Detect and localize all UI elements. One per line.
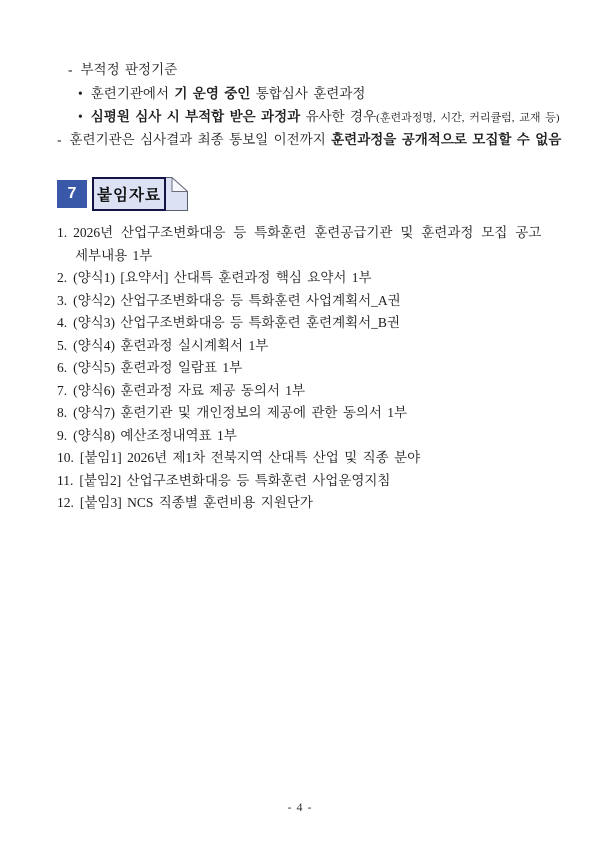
item-text: (양식2) 산업구조변화대응 등 특화훈련 사업계획서_A권 (73, 292, 401, 308)
dot-bullet: • (78, 86, 83, 101)
item-number: 4. (57, 315, 68, 330)
item-text: (양식3) 산업구조변화대응 등 특화훈련 훈련계획서_B권 (73, 315, 400, 330)
item-text: [붙임3] NCS 직종별 훈련비용 지원단가 (79, 495, 313, 510)
notice-line (78, 84, 365, 104)
section-title: 붙임자료 (97, 187, 161, 204)
item-number: 3. (57, 292, 68, 308)
section-title-box (92, 177, 166, 211)
dot-bullet: • (78, 109, 83, 124)
list-item (57, 290, 549, 313)
item-number: 2. (57, 270, 68, 285)
item-number: 10. (57, 450, 74, 465)
list-item-continuation (57, 245, 549, 268)
item-number: 11. (57, 472, 74, 488)
list-item (57, 267, 549, 290)
list-item (57, 357, 549, 380)
notice-text: 부적정 판정기준 (80, 62, 178, 77)
section-title-note (92, 177, 188, 211)
item-text: [붙임2] 산업구조변화대응 등 특화훈련 사업운영지침 (79, 472, 391, 488)
list-item (57, 425, 549, 448)
list-item (57, 335, 549, 358)
list-item (57, 222, 549, 245)
item-number: 7. (57, 382, 68, 398)
notice-text: 유사한 경우 (300, 109, 377, 124)
item-number: 6. (57, 360, 68, 375)
notice-text-bold: 훈련과정을 공개적으로 모집할 수 없음 (331, 132, 562, 147)
item-text: 세부내용 1부 (75, 247, 153, 263)
list-item (57, 447, 549, 470)
item-text: (양식6) 훈련과정 자료 제공 동의서 1부 (73, 382, 306, 398)
notice-text: 훈련기관은 심사결과 최종 통보일 이전까지 (69, 132, 332, 147)
page-number (0, 800, 600, 815)
list-item (57, 492, 549, 515)
item-text: (양식5) 훈련과정 일람표 1부 (73, 360, 243, 375)
item-text: (양식1) [요약서] 산대특 훈련과정 핵심 요약서 1부 (73, 270, 372, 285)
notice-text: 통합심사 훈련과정 (250, 86, 366, 101)
list-item (57, 380, 549, 403)
notice-text-bold: 기 운영 중인 (174, 86, 251, 101)
notice-text-paren: (훈련과정명, 시간, 커리큘럼, 교재 등) (376, 112, 560, 124)
list-item (57, 470, 549, 493)
notice-text-bold: 심평원 심사 시 부적합 받은 과정과 (90, 109, 301, 124)
notice-text: 훈련기관에서 (90, 86, 175, 101)
item-number: 9. (57, 427, 68, 443)
notice-line (57, 130, 561, 150)
folded-corner-icon (172, 178, 188, 192)
notice-line (68, 60, 177, 80)
item-text: (양식4) 훈련과정 실시계획서 1부 (73, 337, 269, 353)
item-text: (양식8) 예산조정내역표 1부 (73, 427, 237, 443)
list-item (57, 312, 549, 335)
item-text: [붙임1] 2026년 제1차 전북지역 산대특 산업 및 직종 분야 (79, 450, 421, 465)
section-number: 7 (67, 185, 77, 202)
list-item (57, 402, 549, 425)
attachments-list (57, 222, 549, 515)
item-text: 2026년 산업구조변화대응 등 특화훈련 훈련공급기관 및 훈련과정 모집 공고 (73, 225, 542, 240)
dash-bullet: - (57, 132, 62, 147)
item-number: 5. (57, 337, 68, 353)
page-number-text: - 4 - (287, 800, 313, 814)
item-number: 8. (57, 405, 68, 420)
item-number: 1. (57, 225, 68, 240)
dash-bullet: - (68, 62, 73, 77)
notice-line (78, 107, 560, 128)
section-number-badge (57, 180, 87, 208)
item-number: 12. (57, 495, 74, 510)
item-text: (양식7) 훈련기관 및 개인정보의 제공에 관한 동의서 1부 (73, 405, 408, 420)
